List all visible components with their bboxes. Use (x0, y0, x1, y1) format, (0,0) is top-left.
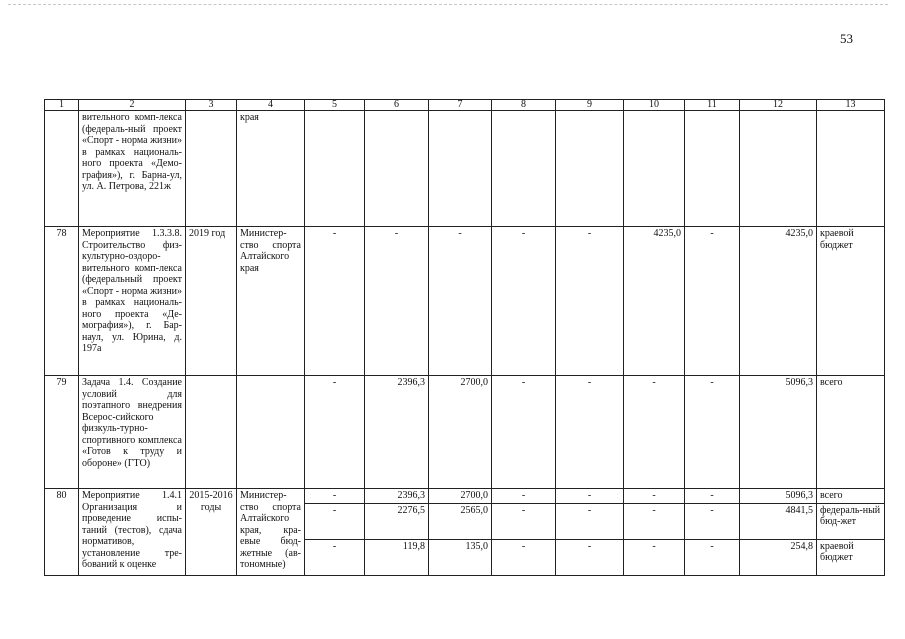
cell-7: 2700,0 (429, 489, 492, 504)
cell-8: - (492, 503, 556, 539)
header-cell: 7 (429, 100, 492, 111)
header-cell: 13 (817, 100, 885, 111)
cell-5: - (305, 539, 365, 575)
cell-9: - (556, 539, 624, 575)
cell-source: краевой бюджет (817, 539, 885, 575)
cell-period: 2015-2016 годы (186, 489, 237, 576)
cell-7: 2700,0 (429, 376, 492, 489)
cell-12: 254,8 (740, 539, 817, 575)
cell-name: вительного комп-лекса (федераль-ный проект «Спорт - норма жизни» в рамках националь-ного проекта «Демо-графия»), г. Барна-ул, ул. А. Петрова, 221ж (79, 111, 186, 227)
cell-11: - (685, 227, 740, 376)
cell-9: - (556, 227, 624, 376)
cell-5: - (305, 227, 365, 376)
cell-10: - (624, 503, 685, 539)
header-cell: 3 (186, 100, 237, 111)
cell-11 (685, 111, 740, 227)
table-row-79 (45, 376, 885, 489)
cell-6: 2396,3 (365, 376, 429, 489)
cell-no: 79 (45, 376, 79, 489)
cell-12: 4841,5 (740, 503, 817, 539)
header-cell: 6 (365, 100, 429, 111)
cell-executor: Министер-ство спорта Алтайского края, кра-евые бюд-жетные (ав-тономные) (237, 489, 305, 576)
cell-10: - (624, 376, 685, 489)
cell-8: - (492, 539, 556, 575)
cell-7: 2565,0 (429, 503, 492, 539)
cell-no (45, 111, 79, 227)
cell-6: 119,8 (365, 539, 429, 575)
page-number: 53 (840, 31, 853, 46)
table-header-row (45, 100, 885, 111)
cell-10: - (624, 489, 685, 504)
cell-10 (624, 111, 685, 227)
cell-12 (740, 111, 817, 227)
cell-8: - (492, 376, 556, 489)
cell-12: 5096,3 (740, 489, 817, 504)
cell-period (186, 111, 237, 227)
cell-source: всего (817, 376, 885, 489)
cell-6: 2276,5 (365, 503, 429, 539)
table-row-78 (45, 227, 885, 376)
cell-no: 78 (45, 227, 79, 376)
header-cell: 5 (305, 100, 365, 111)
cell-5: - (305, 503, 365, 539)
cell-11: - (685, 489, 740, 504)
cell-executor: Министер-ство спорта Алтайского края (237, 227, 305, 376)
cell-6 (365, 111, 429, 227)
cell-12: 5096,3 (740, 376, 817, 489)
cell-6: 2396,3 (365, 489, 429, 504)
cell-8 (492, 111, 556, 227)
header-cell: 8 (492, 100, 556, 111)
cell-8: - (492, 489, 556, 504)
cell-5 (305, 111, 365, 227)
cell-9: - (556, 376, 624, 489)
cell-name: Мероприятие 1.3.3.8. Строительство физ-культурно-оздоро-вительного комп-лекса (федеральный проект «Спорт - норма жизни» в рамках националь-ного проекта «Де-мография»), г. Бар-наул, ул. Юрина, д. 197а (79, 227, 186, 376)
header-cell: 1 (45, 100, 79, 111)
cell-9: - (556, 503, 624, 539)
cell-executor: края (237, 111, 305, 227)
header-cell: 10 (624, 100, 685, 111)
cell-5: - (305, 376, 365, 489)
cell-source (817, 111, 885, 227)
cell-10: - (624, 539, 685, 575)
program-table (44, 99, 885, 576)
cell-6: - (365, 227, 429, 376)
cell-source: всего (817, 489, 885, 504)
cell-7 (429, 111, 492, 227)
header-cell: 2 (79, 100, 186, 111)
cell-name: Задача 1.4. Создание условий для поэтапного внедрения Всерос-сийского физкуль-турно-спортивного комплекса «Готов к труду и обороне» (ГТО) (79, 376, 186, 489)
cell-source: краевой бюджет (817, 227, 885, 376)
cell-5: - (305, 489, 365, 504)
cell-7: 135,0 (429, 539, 492, 575)
cell-9 (556, 111, 624, 227)
cell-11: - (685, 539, 740, 575)
cell-period: 2019 год (186, 227, 237, 376)
cell-11: - (685, 376, 740, 489)
table-row-continued (45, 111, 885, 227)
cell-7: - (429, 227, 492, 376)
cell-no: 80 (45, 489, 79, 576)
table-row-80-total (45, 489, 885, 504)
cell-name: Мероприятие 1.4.1 Организация и проведение испы-таний (тестов), сдача нормативов, установление тре-бований к оценке (79, 489, 186, 576)
cell-11: - (685, 503, 740, 539)
cell-12: 4235,0 (740, 227, 817, 376)
cell-8: - (492, 227, 556, 376)
cell-10: 4235,0 (624, 227, 685, 376)
header-cell: 4 (237, 100, 305, 111)
header-cell: 9 (556, 100, 624, 111)
cell-executor (237, 376, 305, 489)
cell-period (186, 376, 237, 489)
header-cell: 12 (740, 100, 817, 111)
header-cell: 11 (685, 100, 740, 111)
cell-9: - (556, 489, 624, 504)
scan-artifact-line (8, 4, 888, 5)
cell-source: федераль-ный бюд-жет (817, 503, 885, 539)
